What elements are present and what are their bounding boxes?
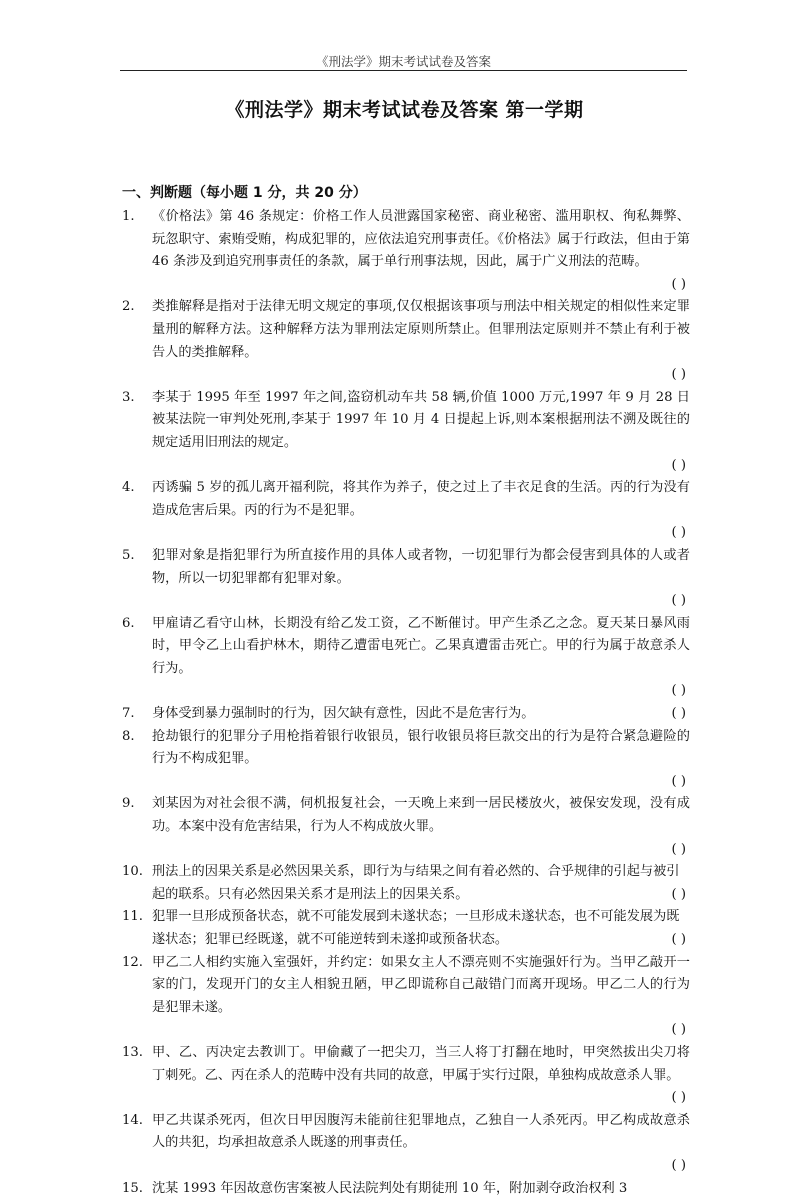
answer-blank[interactable]: ( ) <box>671 1022 686 1038</box>
question-text: 甲乙二人相约实施入室强奸，并约定：如果女主人不漂亮则不实施强奸行为。当甲乙敲开一家的门，发现开门的女主人相貌丑陋，甲乙即谎称自己敲错门而离开现场。甲乙二人的行为是犯罪未遂。 <box>152 954 690 1015</box>
question-number: 4. <box>122 480 135 496</box>
answer-blank[interactable]: ( ) <box>671 886 686 902</box>
answer-blank[interactable]: ( ) <box>671 706 686 722</box>
question-item <box>122 1110 690 1178</box>
question-item <box>122 1042 690 1110</box>
question-number: 5. <box>122 547 135 563</box>
question-number: 12. <box>122 954 143 970</box>
question-item <box>122 906 690 951</box>
question-item <box>122 952 690 1042</box>
answer-blank[interactable]: ( ) <box>671 1157 686 1173</box>
answer-blank[interactable]: ( ) <box>671 841 686 857</box>
question-text: 甲、乙、丙决定去教训丁。甲偷藏了一把尖刀，当三人将丁打翻在地时，甲突然拔出尖刀将丁刺死。乙、丙在杀人的范畴中没有共同的故意，甲属于实行过限，单独构成故意杀人罪。 <box>152 1044 690 1083</box>
question-number: 3. <box>122 389 135 405</box>
question-item <box>122 1178 690 1200</box>
running-header: 《刑法学》期末考试试卷及答案 <box>315 54 491 69</box>
question-text: 犯罪对象是指犯罪行为所直接作用的具体人或者物，一切犯罪行为都会侵害到具体的人或者物，所以一切犯罪都有犯罪对象。 <box>152 547 690 586</box>
question-text: 类推解释是指对于法律无明文规定的事项,仅仅根据该事项与刑法中相关规定的相似性来定罪量刑的解释方法。这种解释方法为罪刑法定原则所禁止。但罪刑法定原则并不禁止有利于被告人的类推解释。 <box>152 299 690 360</box>
answer-blank[interactable]: ( ) <box>671 276 686 292</box>
question-number: 9. <box>122 796 135 812</box>
question-item <box>122 206 690 296</box>
question-text: 甲雇请乙看守山林，长期没有给乙发工资，乙不断催讨。甲产生杀乙之念。夏天某日暴风雨时，甲令乙上山看护林木，期待乙遭雷电死亡。乙果真遭雷击死亡。甲的行为属于故意杀人行为。 <box>152 615 690 676</box>
question-item <box>122 703 690 726</box>
question-text: 刘某因为对社会很不满，伺机报复社会，一天晚上来到一居民楼放火，被保安发现，没有成功。本案中没有危害结果，行为人不构成放火罪。 <box>152 796 690 835</box>
question-number: 2. <box>122 299 135 315</box>
question-number: 11. <box>122 909 143 925</box>
question-item <box>122 793 690 861</box>
question-item <box>122 387 690 477</box>
question-number: 8. <box>122 728 135 744</box>
question-text: 身体受到暴力强制时的行为，因欠缺有意性，因此不是危害行为。 <box>152 706 535 722</box>
question-text: 丙诱骗 5 岁的孤儿离开福利院，将其作为养子，使之过上了丰衣足食的生活。丙的行为没有造成危害后果。丙的行为不是犯罪。 <box>152 480 690 518</box>
question-item <box>122 296 690 386</box>
question-text: 《价格法》第 46 条规定：价格工作人员泄露国家秘密、商业秘密、滥用职权、徇私舞弊、玩忽职守、索贿受贿，构成犯罪的，应依法追究刑事责任。《价格法》属于行政法，但由于第 46 条涉及到追究刑事责任的条款，属于单行刑事法规，因此，属于广义刑法的范畴。 <box>152 209 690 270</box>
answer-blank[interactable]: ( ) <box>671 683 686 699</box>
question-number: 10. <box>122 864 143 880</box>
question-text: 甲乙共谋杀死丙，但次日甲因腹泻未能前往犯罪地点，乙独自一人杀死丙。甲乙构成故意杀人的共犯，均承担故意杀人既遂的刑事责任。 <box>152 1112 690 1151</box>
section-heading: 一、判断题（每小题 1 分，共 20 分） <box>122 185 367 201</box>
answer-blank[interactable]: ( ) <box>671 525 686 541</box>
question-list <box>122 206 690 1200</box>
question-item <box>122 545 690 613</box>
answer-blank[interactable]: ( ) <box>671 367 686 383</box>
answer-blank[interactable]: ( ) <box>671 593 686 609</box>
answer-blank[interactable]: ( ) <box>671 773 686 789</box>
header-rule <box>120 70 687 71</box>
answer-blank[interactable]: ( ) <box>671 457 686 473</box>
question-number: 1. <box>122 209 135 224</box>
question-item <box>122 861 690 906</box>
answer-blank[interactable]: ( ) <box>671 932 686 947</box>
question-text: 犯罪一旦形成预备状态，就不可能发展到未遂状态；一旦形成未遂状态，也不可能发展为既遂状态；犯罪已经既遂，就不可能逆转到未遂抑或预备状态。 <box>152 909 680 947</box>
question-text: 李某于 1995 年至 1997 年之间,盗窃机动车共 58 辆,价值 1000 万元,1997 年 9 月 28 日被某法院一审判处死刑,李某于 1997 年 10 月 4 日提起上诉,则本案根据刑法不溯及既往的规定适用旧刑法的规定。 <box>152 389 690 450</box>
question-text: 沈某 1993 年因故意伤害案被人民法院判处有期徒刑 10 年，附加剥夺政治权利 3 <box>152 1180 628 1196</box>
question-number: 7. <box>122 706 135 722</box>
question-number: 6. <box>122 615 135 631</box>
question-number: 15. <box>122 1180 143 1196</box>
question-item <box>122 613 690 703</box>
question-item <box>122 726 690 794</box>
answer-blank[interactable]: ( ) <box>671 1090 686 1106</box>
question-text: 刑法上的因果关系是必然因果关系，即行为与结果之间有着必然的、合乎规律的引起与被引起的联系。只有必然因果关系才是刑法上的因果关系。 <box>152 864 680 902</box>
page-title: 《刑法学》期末考试试卷及答案 第一学期 <box>225 99 584 121</box>
question-number: 14. <box>122 1112 143 1128</box>
question-item <box>122 477 690 545</box>
question-text: 抢劫银行的犯罪分子用枪指着银行收银员，银行收银员将巨款交出的行为是符合紧急避险的行为不构成犯罪。 <box>152 728 690 767</box>
question-number: 13. <box>122 1044 143 1060</box>
